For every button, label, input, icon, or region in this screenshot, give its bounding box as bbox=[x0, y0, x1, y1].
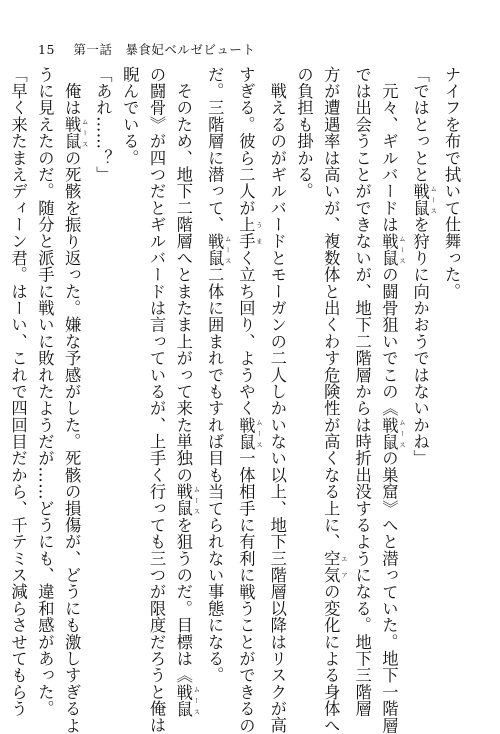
ruby-word: 空気 エア bbox=[321, 550, 348, 584]
text-run: を狩りに向かおうではないかね」 bbox=[410, 216, 430, 467]
text-line bbox=[348, 66, 375, 717]
running-header bbox=[38, 40, 255, 58]
text-run: 二体に囲まれでもすれば目も当てられない事態になる。 bbox=[205, 266, 225, 684]
text-run: 元々、ギルバードは bbox=[379, 66, 399, 233]
furigana: ムース bbox=[223, 232, 232, 267]
page-number: 15 bbox=[38, 42, 55, 57]
text-run: 一体相手に有利に戦うことができるの bbox=[236, 449, 256, 734]
text-line bbox=[232, 66, 263, 734]
text-run: 睨んでいる。 bbox=[120, 66, 140, 167]
text-run: すぎる。彼ら二人が bbox=[236, 66, 256, 217]
ruby-word: 戦鼠 ムース bbox=[205, 232, 232, 267]
text-line bbox=[31, 66, 58, 717]
ruby-word: 戦鼠 ムース bbox=[379, 232, 406, 267]
furigana: ムース bbox=[254, 416, 263, 450]
text-run: 「早く来たまえディーン君。はーい、これで四回目だから、千テミス減らさせてもらう bbox=[8, 66, 28, 717]
ruby-word: 戦鼠 ムース bbox=[236, 416, 263, 450]
text-run: の変化による身体へ bbox=[321, 583, 341, 734]
ruby-word: 戦鼠 ムース bbox=[410, 182, 438, 217]
furigana: ムース bbox=[80, 116, 89, 150]
ruby-word: 戦鼠 ムース bbox=[173, 483, 201, 517]
text-run: 方が遭遇率は高いが、複数体と出くわす危険性が高くなる上に、 bbox=[321, 66, 341, 551]
text-run bbox=[0, 66, 1, 99]
text-run: の死骸を振り返った。嫌な予感がした。死骸の損傷が、どうにも激しすぎるよ bbox=[62, 149, 82, 734]
text-line bbox=[57, 66, 89, 734]
text-line bbox=[290, 66, 317, 671]
text-line bbox=[437, 66, 464, 671]
text-run: く立ち回り、ようやく bbox=[236, 249, 256, 417]
furigana: ムース bbox=[192, 483, 201, 517]
text-line bbox=[142, 66, 169, 734]
text-line bbox=[4, 66, 31, 717]
text-line bbox=[263, 66, 290, 734]
text-run: そのため、地下二階層へとまたま上がって来た単独の bbox=[173, 66, 193, 484]
text-line bbox=[169, 66, 201, 717]
ruby-word: 戦鼠 ムース bbox=[173, 683, 201, 717]
furigana: ムース bbox=[397, 232, 406, 267]
furigana: エア bbox=[339, 550, 348, 584]
chapter-title: 第一話 暴食妃ベルゼビュート bbox=[73, 42, 256, 57]
text-line bbox=[317, 66, 348, 734]
text-line bbox=[200, 66, 232, 684]
vertical-body-text bbox=[0, 66, 464, 734]
furigana: うま bbox=[254, 216, 263, 250]
furigana: ムース bbox=[429, 182, 438, 217]
text-line bbox=[406, 66, 437, 671]
ruby-word: 戦鼠 ムース bbox=[62, 116, 89, 150]
text-run: うに見えたのだ。随分と派手に戦いに敗れたようだが……どうにも、違和感があった。 bbox=[35, 66, 55, 717]
furigana: ムース bbox=[192, 683, 201, 717]
text-run: の負担も掛かる。 bbox=[294, 66, 314, 200]
text-run: の闘骨狙いでこの《 bbox=[379, 266, 399, 417]
text-run: では出会うことができないが、地下二階層からは時折出没するようになる。地下三階層 bbox=[352, 66, 372, 717]
furigana: ムース bbox=[397, 416, 406, 450]
text-run: 戦えるのがギルバードとモーガンの二人しかいない以上、地下三階層以降はリスクが高 bbox=[267, 66, 287, 734]
text-line bbox=[115, 66, 142, 671]
text-run: の巣窟》へと潜っていた。地下一階層 bbox=[379, 449, 399, 734]
text-run: を狙うのだ。目標は《 bbox=[173, 516, 193, 684]
text-line bbox=[375, 66, 406, 734]
ruby-word: 上手 うま bbox=[236, 216, 263, 250]
text-run: 俺は bbox=[62, 66, 82, 117]
text-run: 「ではとっとと bbox=[410, 66, 430, 183]
text-run: 「あれ……？」 bbox=[93, 66, 113, 183]
text-line bbox=[89, 66, 116, 671]
ruby-word: 戦鼠 ムース bbox=[379, 416, 406, 450]
text-run: の闘骨》が四つだとギルバードは言っているが、上手く行っても三つが限度だろうと俺は bbox=[147, 66, 167, 734]
text-run: だ。三階層に潜って、 bbox=[205, 66, 225, 233]
text-run: ナイフを布で拭いて仕舞った。 bbox=[442, 66, 461, 300]
